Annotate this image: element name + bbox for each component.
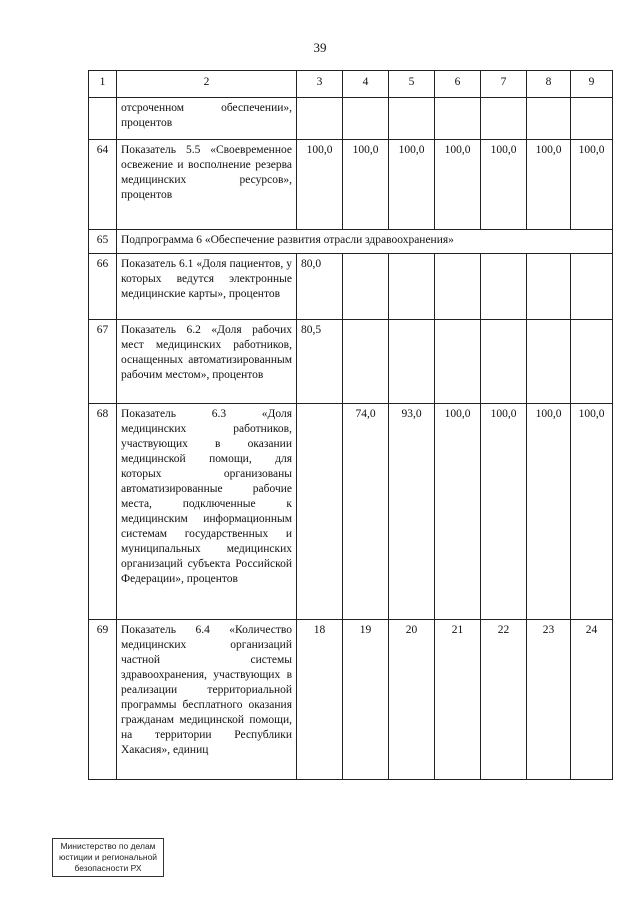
value-cell: 100,0 — [571, 140, 613, 230]
table-header-row — [89, 71, 613, 98]
row-number: 69 — [89, 620, 117, 780]
row-number: 65 — [89, 230, 117, 254]
value-cell — [343, 254, 389, 320]
value-cell: 23 — [527, 620, 571, 780]
value-cell: 100,0 — [481, 404, 527, 620]
value-cell — [481, 254, 527, 320]
indicator-name: Показатель 6.4 «Количество медицинских организаций частной системы здравоохранения, участвующих в реализации территориальной программы бесплатного оказания гражданам медицинской помощи, на территории Республики Хакасия», единиц — [117, 620, 297, 780]
header-cell: 4 — [343, 71, 389, 98]
table-row — [89, 620, 613, 780]
value-cell: 20 — [389, 620, 435, 780]
header-cell: 3 — [297, 71, 343, 98]
indicator-name: Показатель 6.3 «Доля медицинских работников, участвующих в оказании медицинской помощи, для которых организованы автоматизированные рабочие места, подключенные к медицинским информационным системам государственных и муниципальных медицинских организаций субъекта Российской Федерации», процентов — [117, 404, 297, 620]
value-cell: 80,0 — [297, 254, 343, 320]
value-cell: 19 — [343, 620, 389, 780]
value-cell: 100,0 — [435, 404, 481, 620]
value-cell — [527, 98, 571, 140]
row-number: 64 — [89, 140, 117, 230]
value-cell — [527, 254, 571, 320]
value-cell — [435, 320, 481, 404]
header-cell: 8 — [527, 71, 571, 98]
value-cell: 100,0 — [435, 140, 481, 230]
table-row — [89, 140, 613, 230]
value-cell: 100,0 — [571, 404, 613, 620]
value-cell — [571, 320, 613, 404]
value-cell — [389, 254, 435, 320]
value-cell: 93,0 — [389, 404, 435, 620]
value-cell — [571, 98, 613, 140]
value-cell — [297, 404, 343, 620]
value-cell: 100,0 — [527, 404, 571, 620]
row-number: 66 — [89, 254, 117, 320]
table-row — [89, 404, 613, 620]
value-cell — [435, 98, 481, 140]
indicator-name: Показатель 5.5 «Своевременное освежение и восполнение резерва медицинских ресурсов», процентов — [117, 140, 297, 230]
value-cell — [389, 320, 435, 404]
value-cell: 24 — [571, 620, 613, 780]
value-cell — [481, 320, 527, 404]
ministry-stamp — [52, 838, 164, 877]
value-cell: 74,0 — [343, 404, 389, 620]
value-cell — [343, 98, 389, 140]
indicator-name: отсроченном обеспечении», процентов — [117, 98, 297, 140]
header-cell: 1 — [89, 71, 117, 98]
header-cell: 6 — [435, 71, 481, 98]
stamp-line: безопасности РХ — [74, 863, 142, 873]
row-number: 67 — [89, 320, 117, 404]
value-cell — [481, 98, 527, 140]
value-cell — [571, 254, 613, 320]
value-cell — [527, 320, 571, 404]
table-row — [89, 254, 613, 320]
stamp-line: Министерство по делам — [60, 841, 156, 851]
table-row — [89, 320, 613, 404]
value-cell — [389, 98, 435, 140]
value-cell: 22 — [481, 620, 527, 780]
header-cell: 9 — [571, 71, 613, 98]
value-cell — [297, 98, 343, 140]
value-cell: 80,5 — [297, 320, 343, 404]
header-cell: 5 — [389, 71, 435, 98]
value-cell: 100,0 — [481, 140, 527, 230]
value-cell: 100,0 — [297, 140, 343, 230]
row-number — [89, 98, 117, 140]
header-cell: 2 — [117, 71, 297, 98]
stamp-line: юстиции и региональной — [58, 852, 158, 862]
table-row — [89, 98, 613, 140]
value-cell — [435, 254, 481, 320]
header-cell: 7 — [481, 71, 527, 98]
row-number: 68 — [89, 404, 117, 620]
table-row — [89, 230, 613, 254]
indicator-name: Показатель 6.1 «Доля пациентов, у которых ведутся электронные медицинские карты», процентов — [117, 254, 297, 320]
value-cell: 100,0 — [527, 140, 571, 230]
value-cell: 100,0 — [389, 140, 435, 230]
indicator-name: Показатель 6.2 «Доля рабочих мест медицинских работников, оснащенных автоматизированным рабочим местом», процентов — [117, 320, 297, 404]
value-cell: 18 — [297, 620, 343, 780]
value-cell: 100,0 — [343, 140, 389, 230]
indicators-table — [88, 70, 613, 780]
value-cell — [343, 320, 389, 404]
value-cell: 21 — [435, 620, 481, 780]
subprogram-title: Подпрограмма 6 «Обеспечение развития отрасли здравоохранения» — [117, 230, 613, 254]
page-number: 39 — [313, 40, 327, 55]
